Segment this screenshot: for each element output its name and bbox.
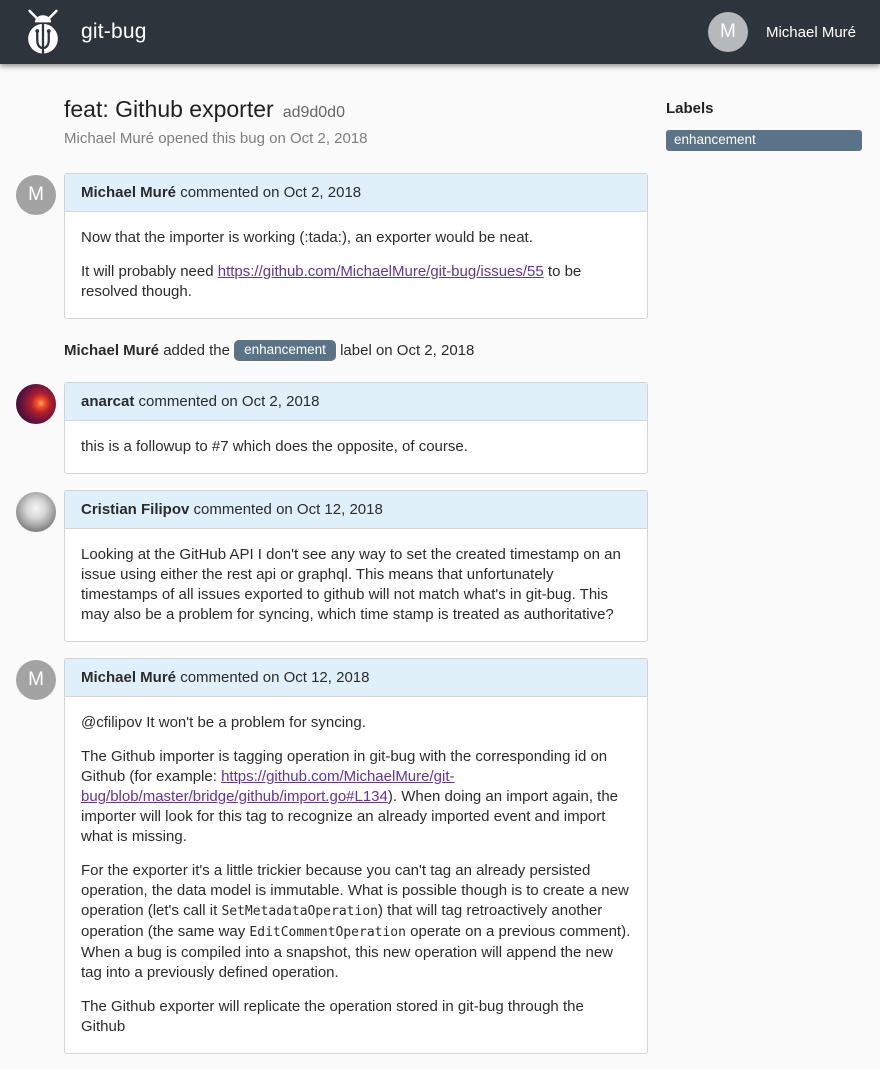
avatar-gutter <box>16 658 64 1054</box>
sidebar <box>666 96 862 1070</box>
comment-timestamp: commented on Oct 2, 2018 <box>176 184 362 201</box>
comment-card <box>64 658 648 1054</box>
comment-text: operate on a previous comment). When a bug is compiled into a snapshot, this new operation will append the new tag into a previously defined operation. <box>81 923 631 981</box>
app-title[interactable]: git-bug <box>81 20 147 43</box>
comment-paragraph <box>81 861 631 983</box>
avatar-gutter <box>16 382 64 474</box>
comment-body <box>65 421 647 473</box>
label-event <box>16 340 648 361</box>
comment-header <box>65 659 647 697</box>
comment-author: Cristian Filipov <box>81 501 190 518</box>
comment-body <box>65 697 647 1053</box>
comment-timestamp: commented on Oct 12, 2018 <box>176 669 370 686</box>
label-chip: enhancement <box>234 340 336 361</box>
page-title <box>64 96 648 123</box>
comment-text: ) that will tag retroactively another operation (the same way <box>81 902 603 940</box>
comment-header <box>65 491 647 529</box>
inline-code: EditCommentOperation <box>249 925 406 940</box>
comment-card <box>64 490 648 642</box>
comment-author: Michael Muré <box>81 669 177 686</box>
comment-paragraph: Looking at the GitHub API I don't see any way to set the created timestamp on an issue using either the rest api or graphql. This means that unfortunately timestamps of all issues exported to github will not match what's in git-bug. This may also be a problem for syncing, which time stamp is treated as authoritative? <box>81 546 621 623</box>
comment-author: anarcat <box>81 393 135 410</box>
comment-header <box>65 383 647 421</box>
comment-body <box>65 529 647 641</box>
comment-text: The Github importer is tagging operation in git-bug with the corresponding id on Github (for example: <box>81 748 608 785</box>
labels-heading: Labels <box>666 100 714 117</box>
inline-code: SetMetadataOperation <box>221 904 378 919</box>
user-menu[interactable] <box>708 12 856 52</box>
comment-paragraph: The Github exporter will replicate the operation stored in git-bug through the Github <box>81 998 584 1035</box>
comment-text: ). When doing an import again, the importer will look for this tag to recognize an already imported event and import what is missing. <box>81 788 619 845</box>
comment-card <box>64 382 648 474</box>
ladybug-logo-icon <box>20 8 66 56</box>
sidebar-label-chip: enhancement <box>666 130 862 151</box>
timeline-comment-3 <box>16 490 648 642</box>
comment-paragraph <box>81 747 631 847</box>
comment-paragraph <box>81 262 631 302</box>
page-content <box>0 64 880 1070</box>
main-column <box>16 96 648 1070</box>
comment-header <box>65 174 647 212</box>
comment-link[interactable]: https://github.com/MichaelMure/git-bug/blob/master/bridge/github/import.go#L134 <box>81 768 455 805</box>
bug-hash: ad9d0d0 <box>282 104 345 121</box>
avatar <box>16 384 56 424</box>
comment-paragraph: @cfilipov It won't be a problem for syncing. <box>81 714 366 731</box>
user-avatar[interactable]: M <box>708 12 748 52</box>
appbar <box>0 0 880 64</box>
comment-timestamp: commented on Oct 12, 2018 <box>189 501 383 518</box>
timeline-comment-4 <box>16 658 648 1054</box>
comment-paragraph: this is a followup to #7 which does the opposite, of course. <box>81 438 468 455</box>
comment-text: For the exporter it's a little trickier because you can't tag an already persisted operation, the data model is immutable. What is possible though is to create a new operation (let's call it <box>81 862 629 919</box>
avatar: M <box>16 660 56 700</box>
timeline-comment-2 <box>16 382 648 474</box>
event-text: added the <box>159 342 235 359</box>
comment-author: Michael Muré <box>81 184 177 201</box>
comment-text: to be resolved though. <box>81 263 582 300</box>
timeline-comment-1 <box>16 173 648 319</box>
avatar: M <box>16 175 56 215</box>
event-text: label on Oct 2, 2018 <box>335 342 475 359</box>
bug-title-text: feat: Github exporter <box>64 96 274 122</box>
avatar-gutter <box>16 490 64 642</box>
comment-link[interactable]: https://github.com/MichaelMure/git-bug/issues/55 <box>217 263 544 280</box>
bug-title-block <box>64 96 648 147</box>
avatar <box>16 492 56 532</box>
comment-timestamp: commented on Oct 2, 2018 <box>134 393 320 410</box>
comment-card <box>64 173 648 319</box>
event-author: Michael Muré <box>64 342 160 359</box>
comment-body <box>65 212 647 318</box>
avatar-gutter <box>16 173 64 319</box>
comment-paragraph: Now that the importer is working (:tada:), an exporter would be neat. <box>81 229 533 246</box>
comment-text: It will probably need <box>81 263 218 280</box>
bug-opened-line: Michael Muré opened this bug on Oct 2, 2018 <box>64 130 368 147</box>
user-name: Michael Muré <box>765 23 856 41</box>
